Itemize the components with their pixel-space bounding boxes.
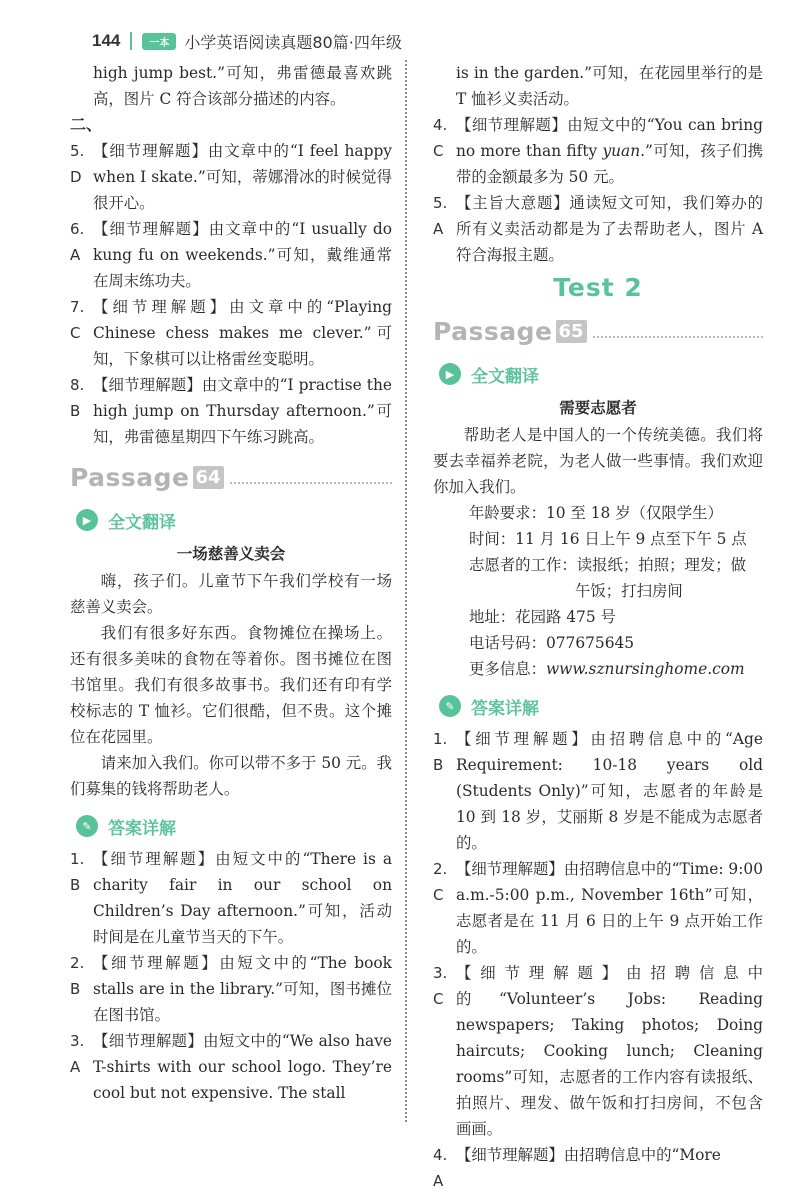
answer-text: 【细节理解题】由文章中的“Playing Chinese chess makes me clever.”可知，下象棋可以让格雷丝变聪明。: [93, 298, 392, 368]
answer-item: [70, 216, 392, 294]
info-line: 志愿者的工作：读报纸；拍照；理发；做: [469, 556, 747, 574]
answer-text: 【细节理解题】由短文中的“There is a charity fair in our school on Children’s Day afternoon.”可知，活动时间是在儿童节当天的下午。: [93, 850, 392, 946]
answer-heading-text: 答案详解: [108, 818, 176, 839]
answer-item: [433, 190, 763, 268]
answer-text: 【细节理解题】由文章中的“I usually do kung fu on weekends.”可知，戴维通常在周末练功夫。: [93, 220, 392, 290]
header-divider: [130, 32, 132, 50]
answer-item: [433, 960, 763, 1142]
answer-item: [70, 950, 392, 1028]
answer-text: 【细节理解题】由短文中的“The book stalls are in the library.”可知，图书摊位在图书馆。: [93, 954, 392, 1024]
translation-heading: [439, 354, 763, 394]
pencil-icon: ✎: [76, 815, 98, 837]
answer-number: 8. B: [70, 376, 85, 420]
answer-number: 2. B: [70, 954, 85, 998]
answer-number: 7. C: [70, 298, 85, 342]
translation-heading: [76, 500, 392, 540]
right-column: [433, 60, 763, 1194]
answer-number: 3. A: [70, 1032, 85, 1076]
translation-paragraph: 嗨，孩子们。儿童节下午我们学校有一场慈善义卖会。: [70, 572, 392, 616]
passage-dotted-rule: [593, 336, 763, 338]
answer-number: 4. C: [433, 116, 448, 160]
info-line: 地址：花园路 475 号: [469, 608, 616, 626]
answer-number: 5. A: [433, 194, 448, 238]
answer-item: [70, 372, 392, 450]
info-line: 年龄要求：10 至 18 岁（仅限学生）: [469, 504, 723, 522]
answer-item: [70, 1028, 392, 1106]
passage-heading: [433, 308, 763, 354]
answer-text: 【细节理解题】由短文中的“You can bring no more than fifty yuan.”可知，孩子们携带的金额最多为 50 元。: [456, 116, 763, 186]
passage-heading: [70, 454, 392, 500]
answer-number: 3. C: [433, 964, 448, 1008]
answer-number: 1. B: [433, 730, 448, 774]
passage-number: 64: [193, 466, 224, 489]
passage-number: 65: [556, 320, 587, 343]
translation-heading-text: 全文翻译: [108, 512, 176, 533]
answer-heading: [76, 806, 392, 846]
answer-item: [433, 856, 763, 960]
info-line: 时间：11 月 16 日上午 9 点至下午 5 点: [469, 530, 747, 548]
answer-item: [70, 294, 392, 372]
continued-answer: high jump best.”可知，弗雷德最喜欢跳高，图片 C 符合该部分描述的内容。: [93, 64, 392, 108]
page-header: [92, 26, 402, 56]
play-icon: ▶: [439, 363, 461, 385]
info-line: 午饭；打扫房间: [575, 582, 683, 600]
test-title: Test 2: [553, 273, 643, 302]
answer-text: 【细节理解题】由招聘信息中的“Volunteer’s Jobs: Reading newspapers; Taking photos; Doing haircuts; Cooking lunch; Cleaning rooms”可知，志愿者的工作内容有读报纸、拍照片、理发、做午饭和打扫房间，不包含画画。: [456, 964, 763, 1138]
answer-item: [433, 726, 763, 856]
passage-label: Passage: [70, 462, 190, 492]
answer-text: 【主旨大意题】通读短文可知，我们筹办的所有义卖活动都是为了去帮助老人，图片 A 符合海报主题。: [456, 194, 763, 264]
answer-heading-text: 答案详解: [471, 698, 539, 719]
answer-number: 5. D: [70, 142, 85, 186]
translation-heading-text: 全文翻译: [471, 366, 539, 387]
answer-item: [433, 1142, 763, 1194]
passage-label: Passage: [433, 316, 553, 346]
section-heading-2: 二、: [70, 115, 103, 134]
answer-text: 【细节理解题】由招聘信息中的“More: [456, 1146, 721, 1164]
answer-text: 【细节理解题】由招聘信息中的“Age Requirement: 10-18 years old (Students Only)”可知，志愿者的年龄是 10 到 18 岁，艾丽斯 8 岁是不能成为志愿者的。: [456, 730, 763, 852]
answer-number: 1. B: [70, 850, 85, 894]
book-logo: 一本: [142, 33, 176, 50]
answer-text: 【细节理解题】由文章中的“I practise the high jump on Thursday afternoon.”可知，弗雷德星期四下午练习跳高。: [93, 376, 392, 446]
answer-item: [70, 846, 392, 950]
translation-paragraph: 我们有很多好东西。食物摊位在操场上。还有很多美味的食物在等着你。图书摊位在图书馆里。我们有很多故事书。我们还有印有学校标志的 T 恤衫。它们很酷，但不贵。这个摊位在花园里。: [70, 624, 392, 746]
translation-paragraph: 帮助老人是中国人的一个传统美德。我们将要去幸福养老院，为老人做一些事情。我们欢迎你加入我们。: [433, 426, 763, 496]
website-url: www.sznursinghome.com: [545, 660, 745, 678]
chinese-title: 一场慈善义卖会: [176, 545, 286, 563]
answer-text: 【细节理解题】由文章中的“I feel happy when I skate.”可知，蒂娜滑冰的时候觉得很开心。: [93, 142, 392, 212]
translation-paragraph: 请来加入我们。你可以带不多于 50 元。我们募集的钱将帮助老人。: [70, 754, 392, 798]
answer-item: [433, 112, 763, 190]
answer-text: 【细节理解题】由招聘信息中的“Time: 9:00 a.m.-5:00 p.m., November 16th”可知，志愿者是在 11 月 6 日的上午 9 点开始工作的。: [456, 860, 763, 956]
continued-answer: is in the garden.”可知，在花园里举行的是 T 恤衫义卖活动。: [456, 64, 763, 108]
answer-item: [70, 138, 392, 216]
book-title: 小学英语阅读真题80篇·四年级: [184, 32, 402, 52]
answer-number: 2. C: [433, 860, 448, 904]
play-icon: ▶: [76, 509, 98, 531]
pencil-icon: ✎: [439, 695, 461, 717]
passage-dotted-rule: [230, 482, 392, 484]
page-number: 144: [92, 31, 121, 50]
info-line: 电话号码：077675645: [469, 634, 635, 652]
column-divider: [405, 60, 407, 1122]
answer-heading: [439, 686, 763, 726]
answer-number: 6. A: [70, 220, 85, 264]
left-column: [70, 60, 392, 1106]
answer-text: 【细节理解题】由短文中的“We also have T-shirts with our school logo. They’re cool but not expensive. The stall: [93, 1032, 392, 1102]
answer-number: 4. A: [433, 1146, 448, 1190]
chinese-title: 需要志愿者: [559, 399, 637, 417]
info-line: 更多信息：www.sznursinghome.com: [469, 660, 745, 678]
